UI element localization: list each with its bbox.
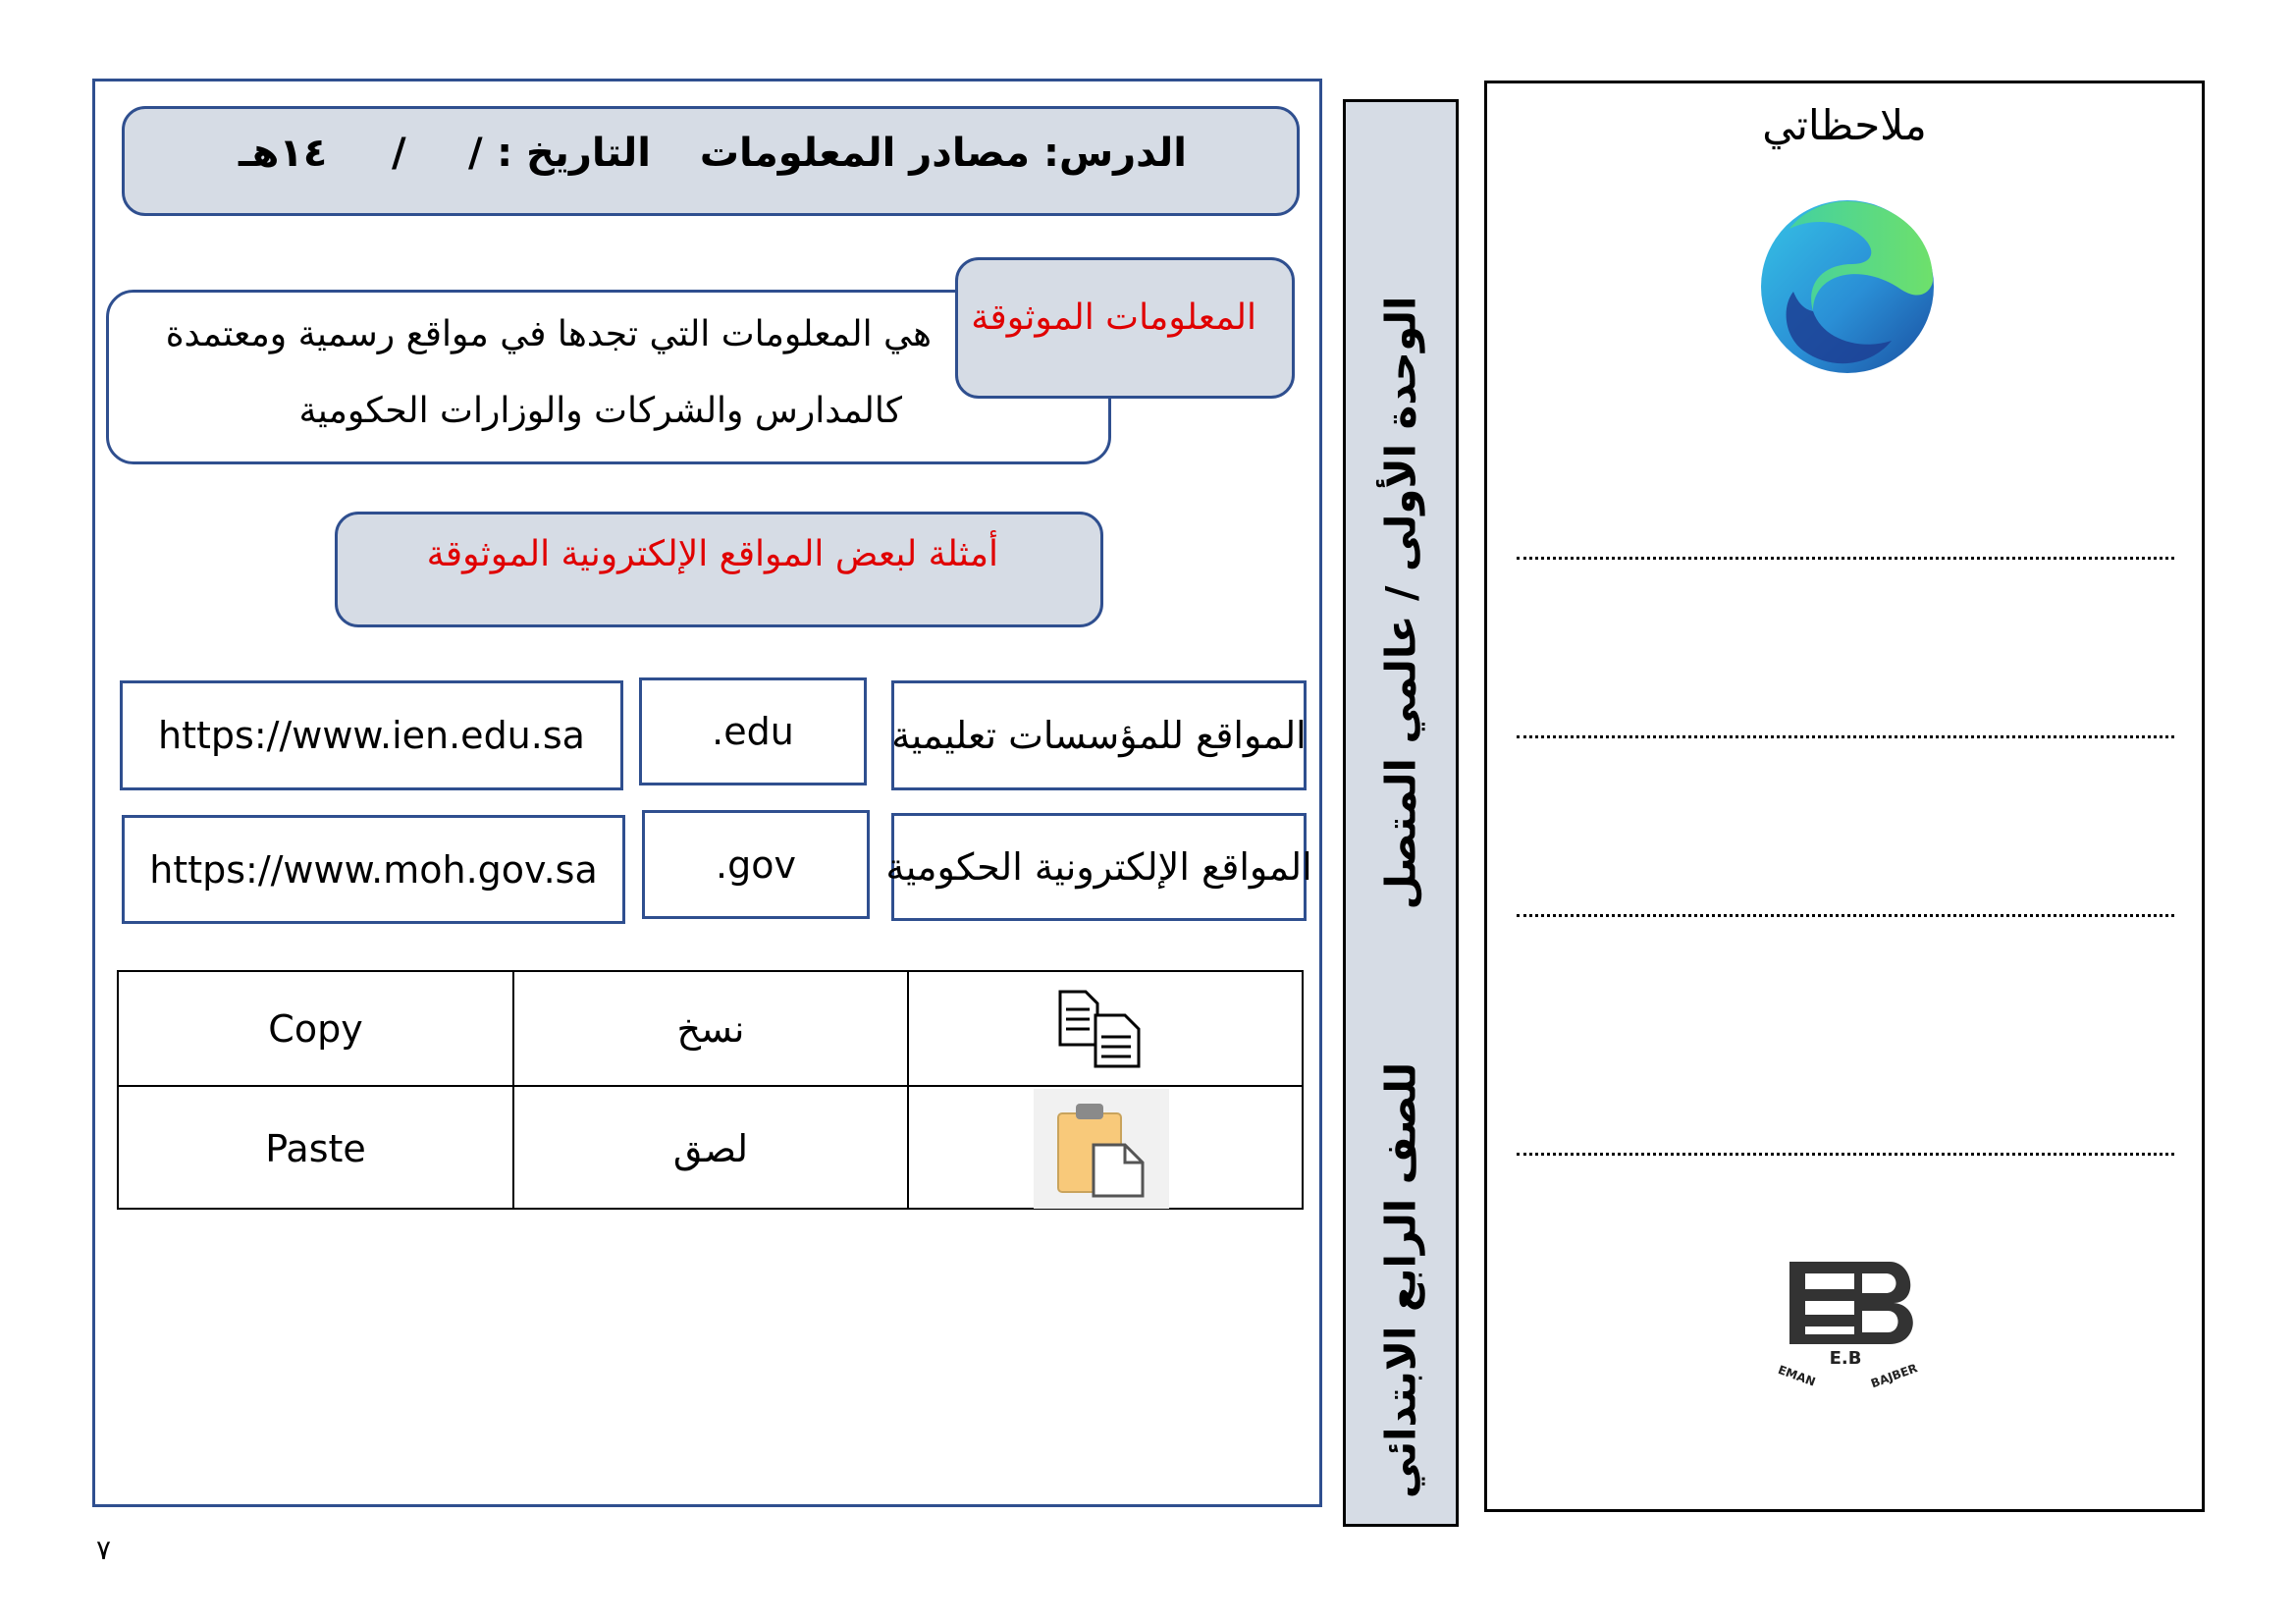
notes-panel <box>1484 81 2205 1512</box>
example-extension-edu: .edu <box>639 677 867 785</box>
logo-caption-right: BAJBER <box>1868 1361 1920 1391</box>
paste-icon-cell <box>909 1087 1304 1210</box>
copy-icon <box>1056 988 1147 1070</box>
definition-title-box <box>955 257 1295 399</box>
unit-title: الوحدة الأولى / عالمي المتصل <box>1376 296 1425 910</box>
date-label: التاريخ : <box>497 131 651 176</box>
paste-icon <box>1054 1100 1148 1198</box>
edge-browser-logo <box>1754 193 1941 380</box>
grade-title: للصف الرابع الابتدائي <box>1376 1061 1425 1499</box>
page-number: ٧ <box>96 1534 112 1566</box>
example-description-gov: المواقع الإلكترونية الحكومية <box>891 813 1307 921</box>
unit-side-strip <box>1343 99 1459 1527</box>
example-extension-gov: .gov <box>642 810 870 919</box>
definition-line-1: هي المعلومات التي تجدها في مواقع رسمية ومعتمدة <box>165 314 932 354</box>
lesson-title: الدرس: مصادر المعلومات <box>699 131 1187 176</box>
notes-title: ملاحظاتي <box>1762 101 1927 149</box>
definition-title: المعلومات الموثوقة <box>971 298 1256 338</box>
definition-line-2: كالمدارس والشركات والوزارات الحكومية <box>298 391 902 431</box>
examples-title-box <box>335 512 1103 627</box>
eb-brand-logo <box>1752 1250 1939 1397</box>
logo-caption-left: EMAN <box>1776 1362 1818 1389</box>
date-year: ١٤هـ <box>239 131 328 176</box>
example-url-edu[interactable]: https://www.ien.edu.sa <box>120 680 623 790</box>
command-arabic-copy: نسخ <box>676 1006 745 1051</box>
logo-letters: E.B <box>1829 1348 1862 1369</box>
date-slash-1: / <box>468 131 483 176</box>
example-description-edu: المواقع للمؤسسات تعليمية <box>891 680 1307 790</box>
examples-title: أمثلة لبعض المواقع الإلكترونية الموثوقة <box>426 534 998 574</box>
copy-icon-cell <box>909 972 1304 1085</box>
lesson-header <box>122 106 1300 216</box>
date-slash-2: / <box>392 131 406 176</box>
commands-table <box>117 970 1304 1210</box>
command-english-paste: Paste <box>265 1126 366 1170</box>
command-arabic-paste: لصق <box>672 1126 749 1170</box>
example-url-gov[interactable]: https://www.moh.gov.sa <box>122 815 625 924</box>
command-english-copy: Copy <box>268 1006 363 1051</box>
